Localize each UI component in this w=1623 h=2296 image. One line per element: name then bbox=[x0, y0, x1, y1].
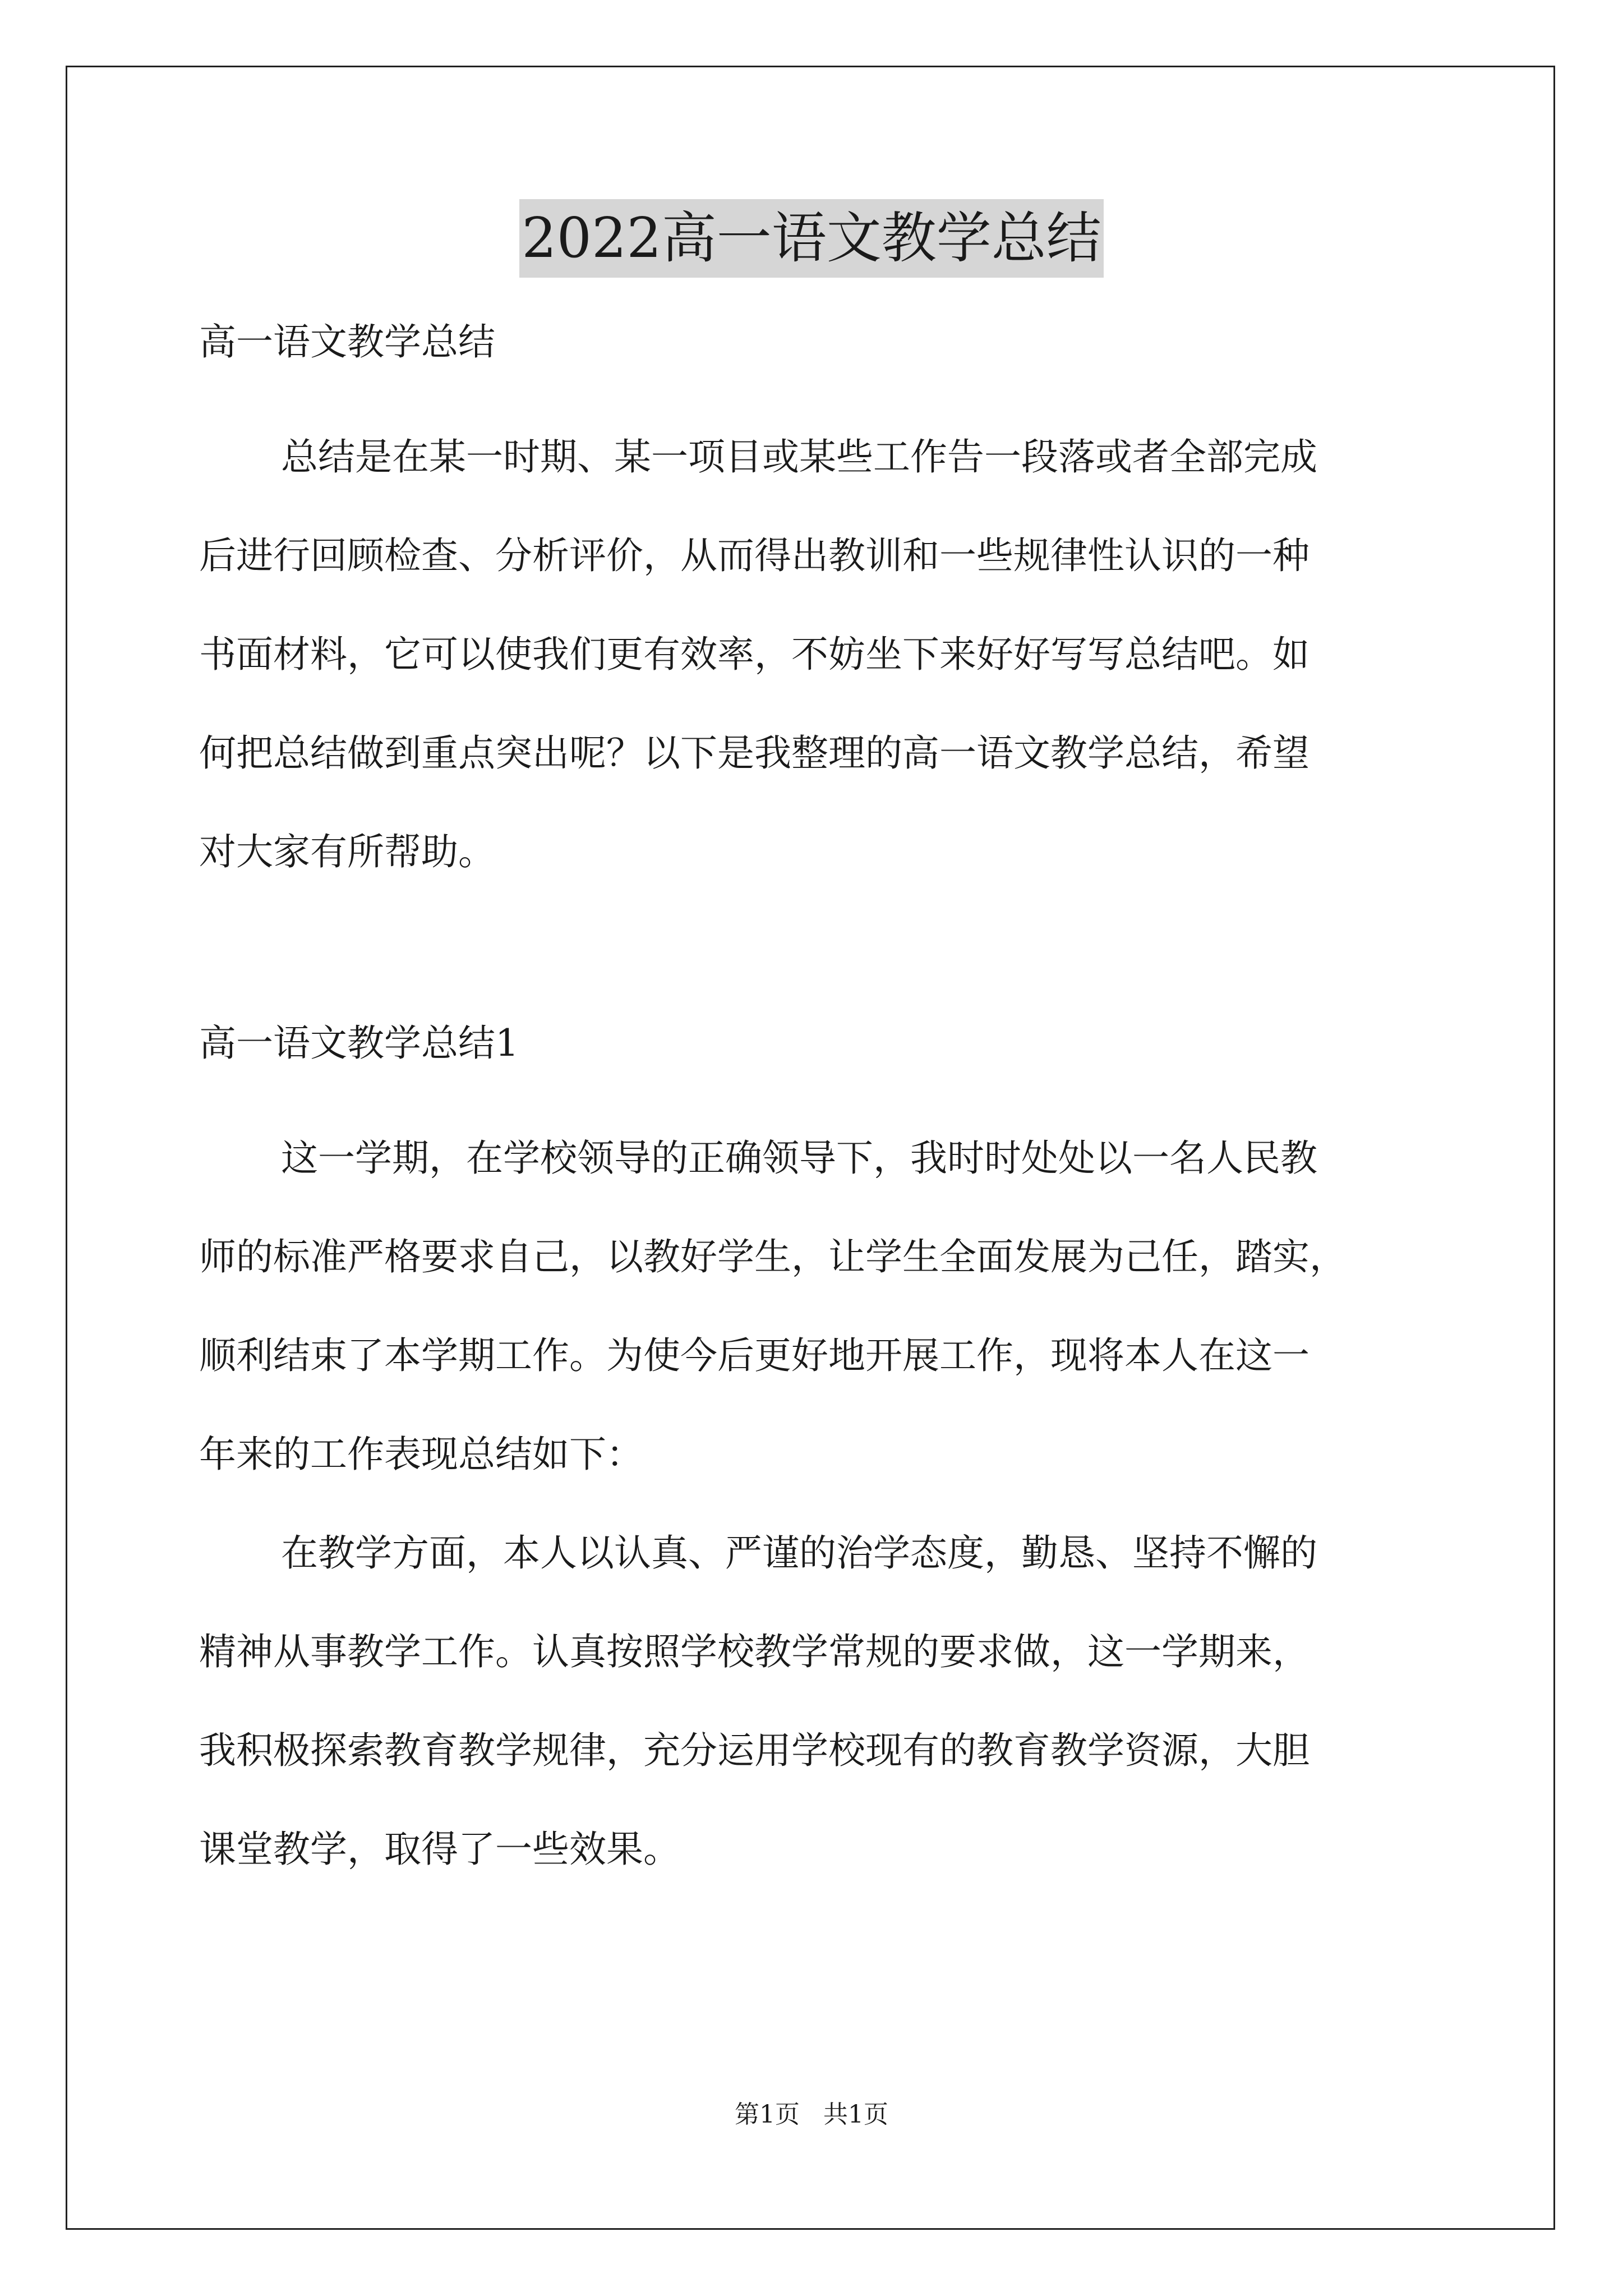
section1-paragraph-1 bbox=[199, 1109, 1433, 1504]
section1-paragraph-2 bbox=[199, 1504, 1433, 1899]
text-line: 总结是在某一时期、某一项目或某些工作告一段落或者全部完成 bbox=[281, 435, 1317, 478]
document-title-text: 2022高一语文教学总结 bbox=[519, 199, 1103, 278]
text-line: 在教学方面，本人以认真、严谨的治学态度，勤恳、坚持不懈的 bbox=[281, 1531, 1317, 1575]
text-line: 精神从事教学工作。认真按照学校教学常规的要求做，这一学期来， bbox=[199, 1630, 1310, 1673]
text-line: 后进行回顾检查、分析评价，从而得出教训和一些规律性认识的一种 bbox=[199, 534, 1310, 577]
text-line: 这一学期，在学校领导的正确领导下，我时时处处以一名人民教 bbox=[281, 1137, 1317, 1180]
text-line: 顺利结束了本学期工作。为使今后更好地开展工作，现将本人在这一 bbox=[199, 1334, 1310, 1377]
section1-heading: 高一语文教学总结1 bbox=[199, 1022, 519, 1065]
text-line: 书面材料，它可以使我们更有效率，不妨坐下来好好写写总结吧。如 bbox=[199, 633, 1310, 676]
text-line: 何把总结做到重点突出呢？以下是我整理的高一语文教学总结，希望 bbox=[199, 731, 1310, 775]
intro-paragraph bbox=[199, 408, 1433, 901]
document-body bbox=[199, 317, 1433, 1899]
text-line: 我积极探索教育教学规律，充分运用学校现有的教育教学资源，大胆 bbox=[199, 1729, 1310, 1772]
text-line: 年来的工作表现总结如下： bbox=[199, 1433, 643, 1476]
text-line: 师的标准严格要求自己，以教好学生，让学生全面发展为己任，踏实， bbox=[199, 1235, 1347, 1278]
intro-heading: 高一语文教学总结 bbox=[199, 320, 495, 364]
text-line: 课堂教学，取得了一些效果。 bbox=[199, 1828, 680, 1871]
text-line: 对大家有所帮助。 bbox=[199, 830, 495, 873]
page-footer: 第1页 共1页 bbox=[735, 2100, 888, 2129]
document-title bbox=[0, 199, 1623, 278]
